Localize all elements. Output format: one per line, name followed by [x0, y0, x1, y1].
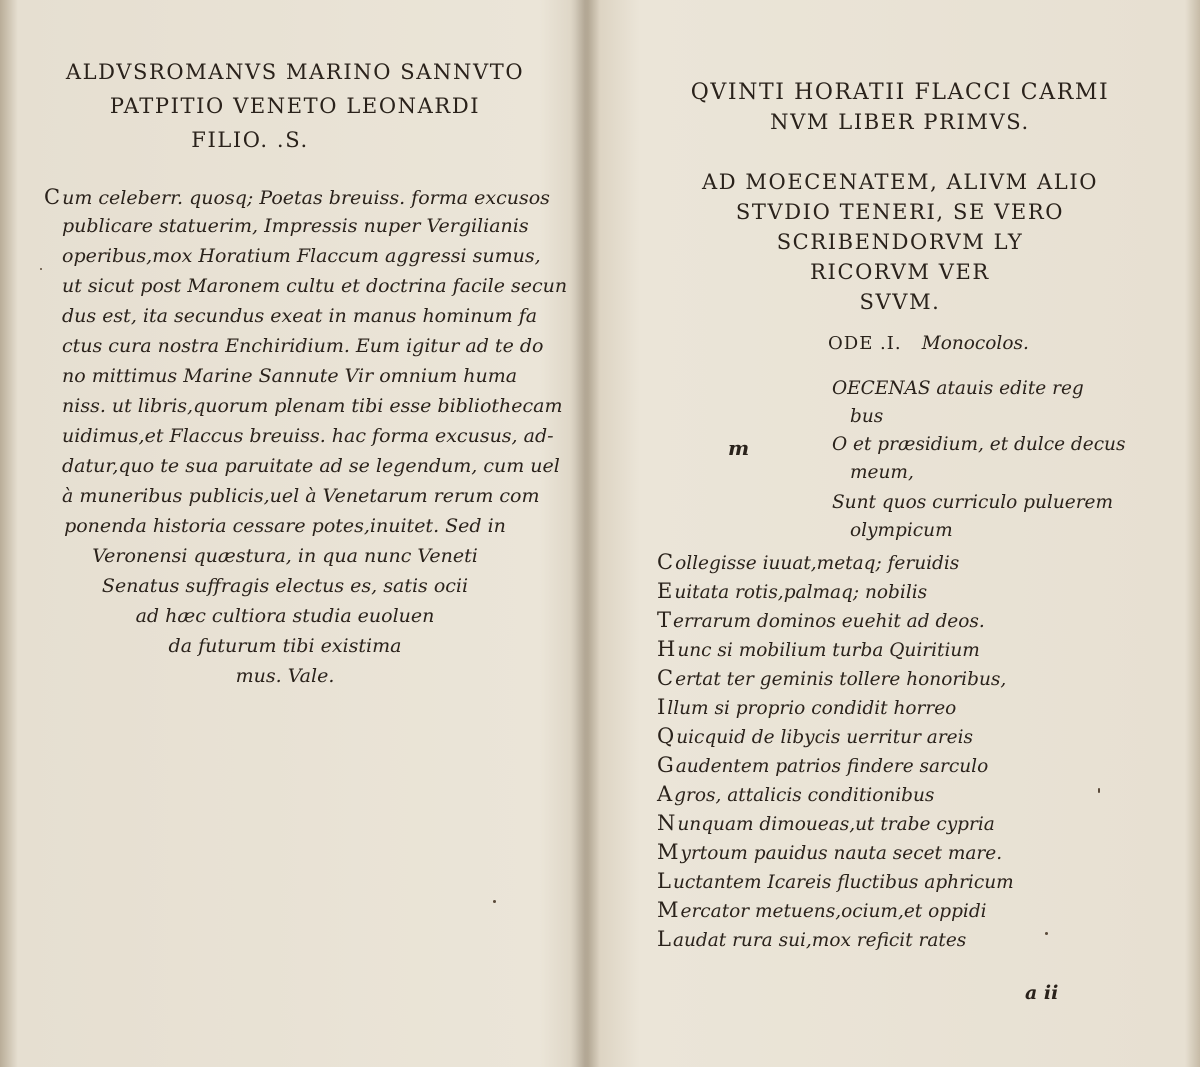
verse-line	[657, 666, 1006, 690]
paragraph-line	[60, 605, 510, 627]
verse-line: bus	[850, 406, 884, 427]
paragraph-line	[62, 275, 567, 297]
verse-line	[657, 550, 959, 574]
line-text: dus est, ita secundus exeat in manus hominum fa	[62, 305, 538, 327]
verse-line	[657, 579, 927, 603]
verse-line: meum,	[850, 462, 914, 483]
paragraph-line	[62, 395, 563, 417]
verse-text: yrtoum pauidus nauta secet mare.	[680, 843, 1003, 864]
paragraph-line	[62, 245, 541, 267]
ode-subtitle-line-4: RICORVM VER	[810, 260, 990, 284]
ode-number: ODE .I.	[828, 333, 902, 354]
verse-initial: E	[657, 579, 673, 603]
line-text: mus. Vale.	[235, 665, 335, 687]
paragraph-line	[62, 305, 537, 327]
verse-text: ertat ter geminis tollere honoribus,	[675, 669, 1007, 690]
paragraph-line	[60, 575, 510, 597]
line-text: ponenda historia cessare potes,inuitet. Sed in	[64, 515, 506, 537]
verse-line	[657, 608, 985, 632]
verse-text: ollegisse iuuat,metaq; feruidis	[675, 553, 960, 574]
verse-initial: T	[657, 608, 672, 632]
verse-text: audat rura sui,mox reficit rates	[672, 930, 967, 951]
book-gutter	[570, 0, 600, 1067]
verse-initial: N	[657, 811, 676, 835]
verse-line	[657, 724, 973, 748]
ode-subtitle-line-3: SCRIBENDORVM LY	[776, 230, 1024, 254]
verse-text: ercator metuens,ocium,et oppidi	[680, 901, 987, 922]
verse-text: errarum dominos euehit ad deos.	[673, 611, 985, 632]
ode-subtitle-line-5: SVVM.	[859, 290, 941, 314]
verse-line: O et præsidium, et dulce decus	[832, 434, 1126, 455]
book-title-line-2: NVM LIBER PRIMVS.	[770, 110, 1030, 134]
line-text: da futurum tibi existima	[168, 635, 402, 657]
verse-text: unc si mobilium turba Quiritium	[677, 640, 980, 661]
verse-initial: G	[657, 753, 674, 777]
verse-text: uitata rotis,palmaq; nobilis	[674, 582, 928, 603]
verse-line	[657, 927, 966, 951]
verse-initial: I	[657, 695, 666, 719]
line-text: um celeberr. quosq; Poetas breuiss. forma excusos	[62, 187, 550, 209]
verse-initial: L	[657, 869, 671, 893]
verse-text: uicquid de libycis uerritur areis	[676, 727, 974, 748]
line-text: ad hæc cultiora studia euoluen	[135, 605, 435, 627]
verse-line	[657, 869, 1014, 893]
paragraph-line	[62, 365, 517, 387]
ode-meter: Monocolos.	[921, 333, 1029, 354]
verse-line: OECENAS atauis edite reg	[832, 378, 1084, 399]
verse-initial: C	[657, 550, 674, 574]
dedication-heading-line-1: ALDVSROMANVS MARINO SANNVTO	[65, 60, 525, 84]
verse-line	[657, 695, 956, 719]
ink-speck	[1045, 932, 1048, 935]
ink-speck	[493, 900, 496, 903]
ode-label	[828, 333, 1029, 354]
line-text: publicare statuerim, Impressis nuper Vergilianis	[62, 215, 529, 237]
ink-speck	[1098, 788, 1100, 793]
paragraph-line	[62, 215, 529, 237]
paragraph-line	[62, 485, 539, 507]
line-text: à muneribus publicis,uel à Venetarum rerum com	[62, 485, 540, 507]
verse-text: uctantem Icareis fluctibus aphricum	[672, 872, 1014, 893]
line-text: Senatus suffragis electus es, satis ocii	[101, 575, 469, 597]
verse-text: llum si proprio condidit horreo	[667, 698, 957, 719]
initial-letter: C	[44, 185, 61, 209]
paragraph-line	[60, 515, 510, 537]
line-text: ut sicut post Maronem cultu et doctrina facile secun	[62, 275, 568, 297]
line-text: ctus cura nostra Enchiridium. Eum igitur ad te do	[62, 335, 544, 357]
verse-initial: C	[657, 666, 674, 690]
line-text: uidimus,et Flaccus breuiss. hac forma excusus, ad-	[62, 425, 554, 447]
paragraph-line	[60, 545, 510, 567]
verse-line: olympicum	[850, 520, 953, 541]
verse-text: audentem patrios findere sarculo	[675, 756, 989, 777]
line-text: Veronensi quæstura, in qua nunc Veneti	[92, 545, 478, 567]
right-page	[600, 0, 1200, 1067]
line-text: niss. ut libris,quorum plenam tibi esse bibliothecam	[62, 395, 563, 417]
verse-initial: M	[657, 840, 679, 864]
verse-initial: H	[657, 637, 676, 661]
verse-line	[657, 811, 995, 835]
paragraph-line	[62, 455, 560, 477]
paragraph-line	[44, 185, 550, 209]
verse-line	[657, 840, 1002, 864]
verse-initial: Q	[657, 724, 675, 748]
dedication-heading-line-2: PATPITIO VENETO LEONARDI	[109, 94, 481, 118]
ode-subtitle-line-1: AD MOECENATEM, ALIVM ALIO	[701, 170, 1099, 194]
verse-initial: L	[657, 927, 671, 951]
verse-text: gros, attalicis conditionibus	[674, 785, 935, 806]
verse-line	[657, 898, 987, 922]
line-text: operibus,mox Horatium Flaccum aggressi sumus,	[62, 245, 541, 267]
verse-line	[657, 753, 988, 777]
left-page	[0, 0, 570, 1067]
verse-initial: M	[657, 898, 679, 922]
book-title-line-1: QVINTI HORATII FLACCI CARMI	[690, 80, 1110, 105]
dedication-heading-line-3: FILIO. .S.	[191, 128, 309, 152]
verse-text: unquam dimoueas,ut trabe cypria	[677, 814, 995, 835]
line-text: datur,quo te sua paruitate ad se legendum, cum uel	[62, 455, 560, 477]
ink-speck	[40, 268, 42, 270]
paragraph-line	[60, 665, 510, 687]
ode-subtitle-line-2: STVDIO TENERI, SE VERO	[735, 200, 1065, 224]
guide-letter: m	[728, 436, 750, 460]
verse-line	[657, 637, 980, 661]
verse-line: Sunt quos curriculo puluerem	[832, 492, 1114, 513]
paragraph-line	[62, 335, 543, 357]
paragraph-line	[60, 635, 510, 657]
verse-initial: A	[657, 782, 673, 806]
verse-line	[657, 782, 934, 806]
line-text: no mittimus Marine Sannute Vir omnium huma	[62, 365, 518, 387]
page-signature: a ii	[1025, 982, 1059, 1004]
paragraph-line	[62, 425, 554, 447]
